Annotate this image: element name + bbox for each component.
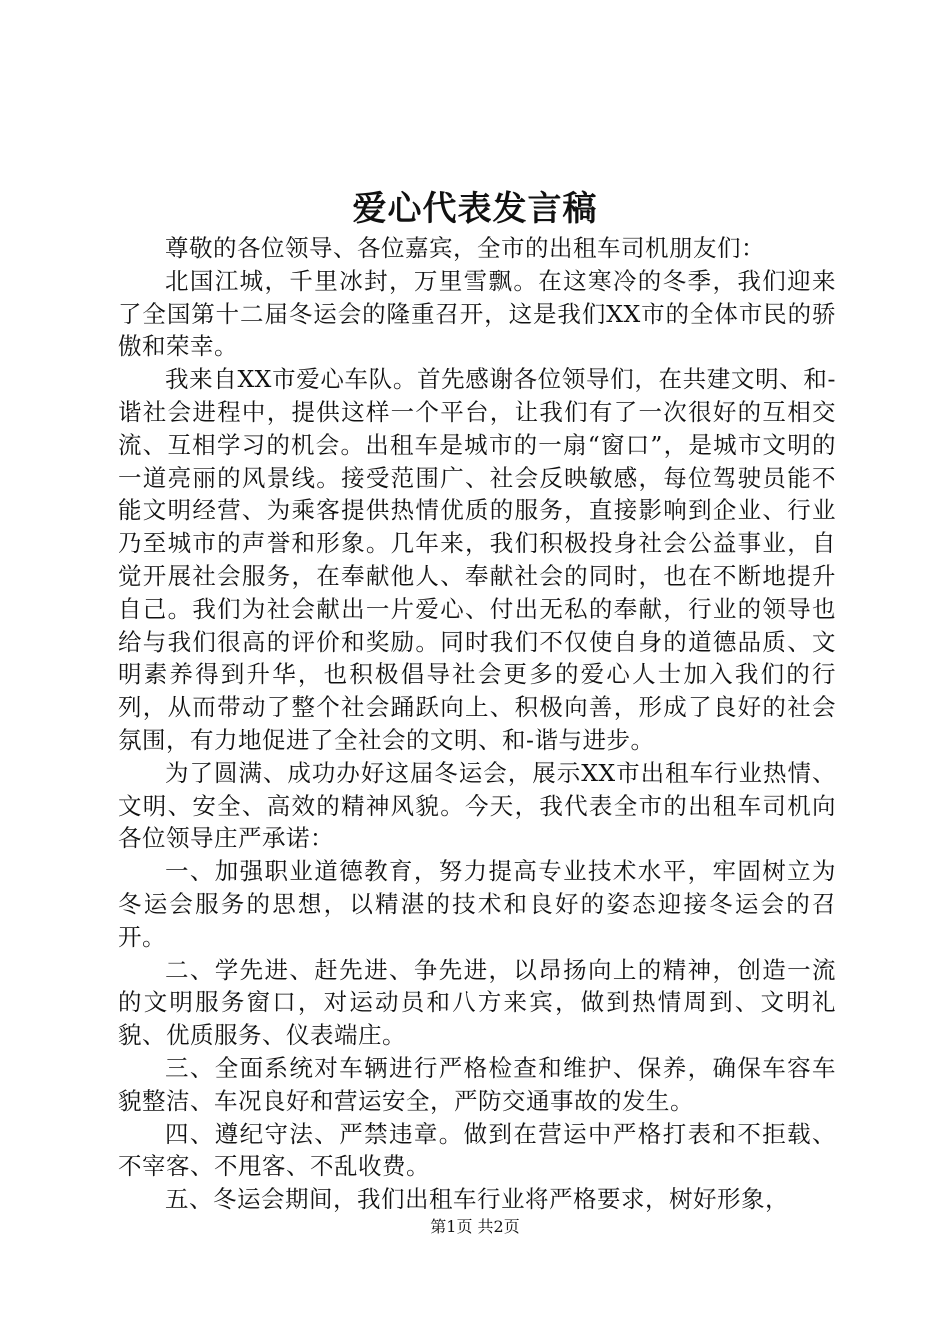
pledge-item: 三、全面系统对车辆进行严格检查和维护、保养，确保车容车貌整洁、车况良好和营运安全，严防交通事故的发生。 — [118, 1053, 836, 1115]
pledge-item: 二、学先进、赶先进、争先进，以昂扬向上的精神，创造一流的文明服务窗口，对运动员和八方来宾，做到热情周到、文明礼貌、优质服务、仪表端庄。 — [118, 955, 836, 1050]
page-number-footer: 第1页 共2页 — [430, 1217, 520, 1236]
pledge-item: 一、加强职业道德教育，努力提高专业技术水平，牢固树立为冬运会服务的思想，以精湛的技术和良好的姿态迎接冬运会的召开。 — [118, 857, 836, 951]
body-paragraph: 为了圆满、成功办好这届冬运会，展示XX市出租车行业热情、文明、安全、高效的精神风貌。今天，我代表全市的出租车司机向各位领导庄严承诺： — [118, 758, 836, 853]
document-title: 爱心代表发言稿 — [352, 189, 598, 229]
pledge-item: 四、遵纪守法、严禁违章。做到在营运中严格打表和不拒载、不宰客、不甩客、不乱收费。 — [118, 1119, 836, 1181]
body-paragraph: 我来自XX市爱心车队。首先感谢各位领导们，在共建文明、和-谐社会进程中，提供这样一个平台，让我们有了一次很好的互相交流、互相学习的机会。出租车是城市的一扇“窗口”，是城市文明的一道亮丽的风景线。接受范围广、社会反映敏感，每位驾驶员能不能文明经营、为乘客提供热情优质的服务，直接影响到企业、行业乃至城市的声誉和形象。几年来，我们积极投身社会公益事业，自觉开展社会服务，在奉献他人、奉献社会的同时，也在不断地提升自己。我们为社会献出一片爱心、付出无私的奉献，行业的领导也给与我们很高的评价和奖励。同时我们不仅使自身的道德品质、文明素养得到升华，也积极倡导社会更多的爱心人士加入我们的行列，从而带动了整个社会踊跃向上、积极向善，形成了良好的社会氛围，有力地促进了全社会的文明、和-谐与进步。 — [118, 365, 836, 754]
pledge-item: 五、冬运会期间，我们出租车行业将严格要求，树好形象， — [165, 1185, 789, 1214]
body-paragraph: 北国江城，千里冰封，万里雪飘。在这寒冷的冬季，我们迎来了全国第十二届冬运会的隆重召开，这是我们XX市的全体市民的骄傲和荣幸。 — [118, 266, 836, 361]
document-body — [118, 232, 836, 1216]
salutation-paragraph: 尊敬的各位领导、各位嘉宾，全市的出租车司机朋友们： — [165, 234, 765, 262]
